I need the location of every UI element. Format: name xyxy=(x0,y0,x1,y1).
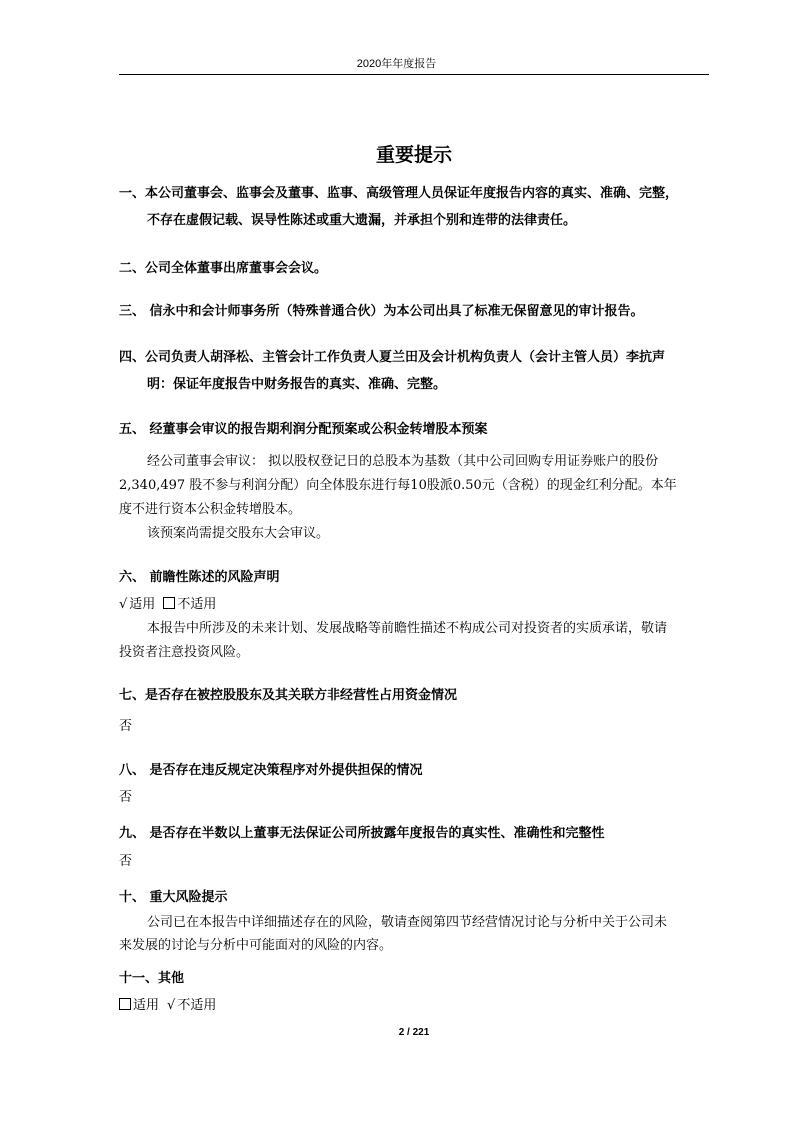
section-11-applicability xyxy=(119,994,216,1013)
section-6-heading: 六、 前瞻性陈述的风险声明 xyxy=(119,570,280,585)
section-9-answer: 否 xyxy=(119,854,133,869)
section-1-line-1: 一、本公司董事会、监事会及董事、监事、高级管理人员保证年度报告内容的真实、准确、完整， xyxy=(119,186,679,201)
checked-mark-icon: √ xyxy=(167,998,176,1013)
applicable-label: 适用 xyxy=(133,998,160,1013)
section-11-heading: 十一、其他 xyxy=(119,971,185,986)
section-5-body-line-3: 度不进行资本公积金转增股本。 xyxy=(119,502,302,517)
section-8-answer: 否 xyxy=(119,790,133,805)
not-applicable-label: 不适用 xyxy=(177,597,217,612)
unchecked-box-icon xyxy=(119,998,131,1010)
section-7-heading: 七、是否存在被控股股东及其关联方非经营性占用资金情况 xyxy=(119,688,458,703)
not-applicable-label: 不适用 xyxy=(177,998,217,1013)
section-3-heading: 三、 信永中和会计师事务所（特殊普通合伙）为本公司出具了标准无保留意见的审计报告。 xyxy=(119,304,644,319)
section-1-line-2: 不存在虚假记载、误导性陈述或重大遗漏，并承担个别和连带的法律责任。 xyxy=(147,213,577,228)
running-header: 2020年年度报告 xyxy=(356,58,437,70)
section-4-line-1: 四、公司负责人胡泽松、主管会计工作负责人夏兰田及会计机构负责人（会计主管人员）李抗声 xyxy=(119,350,666,365)
section-10-body-line-2: 来发展的讨论与分析中可能面对的风险的内容。 xyxy=(119,938,393,953)
section-6-body-line-2: 投资者注意投资风险。 xyxy=(119,645,250,660)
section-9-heading: 九、 是否存在半数以上董事无法保证公司所披露年度报告的真实性、准确性和完整性 xyxy=(119,826,605,841)
section-5-heading: 五、 经董事会审议的报告期利润分配预案或公积金转增股本预案 xyxy=(119,422,488,437)
section-10-body-line-1: 公司已在本报告中详细描述存在的风险，敬请查阅第四节经营情况讨论与分析中关于公司未 xyxy=(147,915,668,930)
checked-mark-icon: √ xyxy=(119,597,128,612)
section-4-line-2: 明：保证年度报告中财务报告的真实、准确、完整。 xyxy=(147,377,447,392)
section-5-body-line-4: 该预案尚需提交股东大会审议。 xyxy=(147,526,330,541)
section-5-body-line-1: 经公司董事会审议： 拟以股权登记日的总股本为基数（其中公司回购专用证券账户的股份 xyxy=(147,454,659,469)
page-number: 2 / 221 xyxy=(398,1027,430,1038)
applicable-label: 适用 xyxy=(129,597,156,612)
section-2-heading: 二、公司全体董事出席董事会会议。 xyxy=(119,261,328,276)
section-6-body-line-1: 本报告中所涉及的未来计划、发展战略等前瞻性描述不构成公司对投资者的实质承诺，敬请 xyxy=(147,621,668,636)
unchecked-box-icon xyxy=(163,597,175,609)
section-5-body-line-2: 2,340,497 股不参与利润分配）向全体股东进行每10股派0.50元（含税）的现金红利分配。本年 xyxy=(119,478,677,493)
page-title: 重要提示 xyxy=(375,144,452,166)
section-8-heading: 八、 是否存在违反规定决策程序对外提供担保的情况 xyxy=(119,763,423,778)
section-6-applicability xyxy=(119,593,216,612)
section-10-heading: 十、 重大风险提示 xyxy=(119,890,228,905)
header-divider xyxy=(119,74,709,75)
section-7-answer: 否 xyxy=(119,719,133,734)
